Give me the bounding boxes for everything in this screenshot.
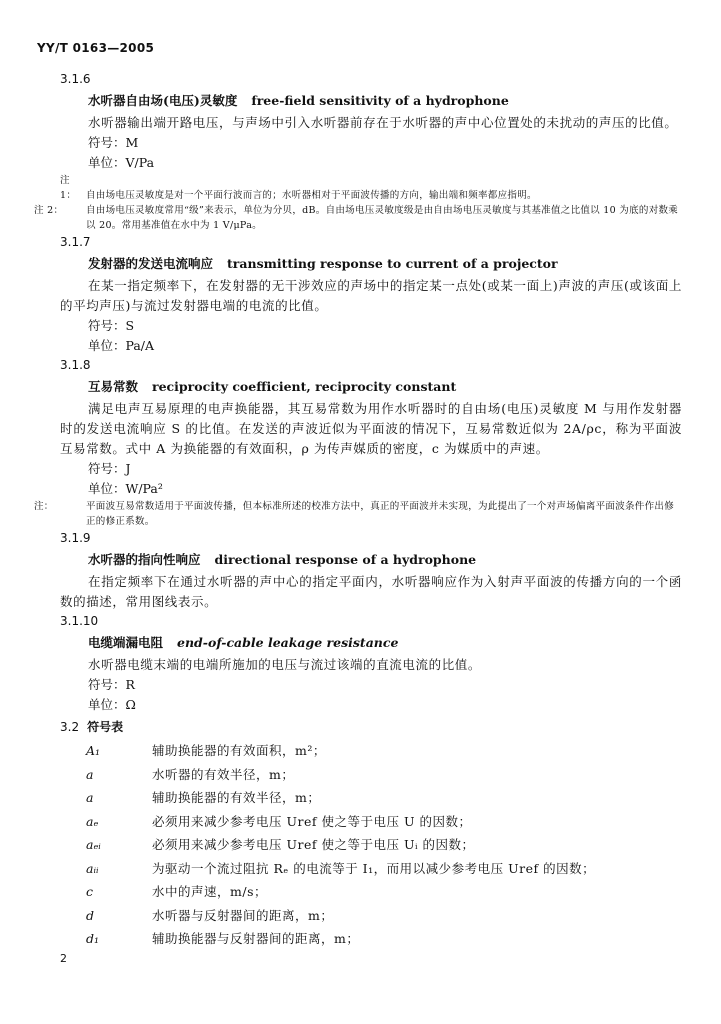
symbol-row: [86, 786, 682, 810]
definition: 在指定频率下在通过水听器的声中心的指定平面内，水听器响应作为入射声平面波的传播方向的一个函数的描述，常用图线表示。: [60, 574, 682, 609]
symbol-row: [86, 739, 682, 763]
note-label: 注：: [34, 501, 54, 512]
symbol-line: 符号：R: [88, 677, 135, 692]
unit-line: 单位：Pa/A: [88, 338, 155, 353]
term-en: free-field sensitivity of a hydrophone: [251, 93, 509, 108]
note-text: 平面波互易常数适用于平面波传播，但本标准所述的校准方法中，真正的平面波并未实现，为此提出了一个对声场偏离平面波条件作出修正的修正系数。: [86, 501, 675, 527]
content: [34, 70, 682, 951]
symbol-row: [86, 763, 682, 787]
symbol-description: 辅助换能器的有效面积，m²；: [152, 743, 326, 758]
symbol-description: 辅助换能器的有效半径，m；: [152, 790, 321, 805]
term-en: directional response of a hydrophone: [214, 552, 477, 567]
symbol: aᵢᵢ: [86, 860, 99, 876]
standard-number: YY/T 0163—2005: [37, 41, 155, 55]
term-cn: 互易常数: [88, 379, 139, 394]
clause-3-1-10: [60, 612, 682, 715]
symbol: c: [86, 884, 94, 899]
symbol-description: 水听器与反射器间的距离，m；: [152, 907, 334, 923]
clause-3-1-8: [34, 356, 682, 529]
term-heading: [88, 252, 682, 276]
symbol-line: 符号：J: [88, 461, 131, 476]
section-number: 3.2: [60, 720, 80, 734]
section-3-2: [60, 717, 682, 951]
page-number: 2: [60, 952, 67, 965]
note-label: 注 2：: [34, 205, 64, 216]
symbol-description: 辅助换能器与反射器间的距离，m；: [152, 931, 360, 946]
term-heading: [88, 548, 682, 572]
note: [60, 173, 682, 203]
term-heading: [88, 631, 682, 655]
clause-3-1-9: [60, 529, 682, 612]
clause-number: 3.1.9: [60, 531, 91, 545]
symbol-row: [86, 833, 682, 857]
symbol-row: [86, 857, 682, 881]
note: [34, 203, 682, 233]
symbol-description: 必须用来减少参考电压 Uref 使之等于电压 U 的因数；: [152, 813, 472, 829]
term-en: transmitting response to current of a projector: [227, 256, 558, 271]
unit-line: 单位：Ω: [88, 697, 136, 712]
clause-3-1-6: [34, 70, 682, 233]
symbol: d: [86, 907, 95, 923]
term-cn: 水听器自由场(电压)灵敏度: [88, 93, 238, 108]
clause-number: 3.1.6: [60, 72, 91, 86]
section-heading: [60, 717, 682, 737]
term-en: end-of-cable leakage resistance: [177, 635, 399, 650]
symbol-list: [60, 739, 682, 951]
symbol-row: [86, 904, 682, 928]
note: [34, 499, 682, 529]
term-cn: 发射器的发送电流响应: [88, 256, 214, 271]
note-label: 注 1：: [60, 175, 77, 201]
symbol-row: [86, 810, 682, 834]
note-text: 自由场电压灵敏度是对一个平面行波而言的；水听器相对于平面波传播的方向，输出端和频率都应指明。: [86, 190, 537, 201]
symbol: A₁: [86, 743, 101, 758]
definition: 水听器电缆末端的电端所施加的电压与流过该端的直流电流的比值。: [88, 657, 482, 672]
term-heading: [88, 375, 682, 399]
symbol-description: 水中的声速，m/s；: [152, 884, 267, 899]
term-en: reciprocity coefficient, reciprocity constant: [152, 379, 457, 394]
unit-line: 单位：W/Pa²: [88, 481, 163, 496]
unit-line: 单位：V/Pa: [88, 155, 155, 170]
section-title: 符号表: [87, 720, 124, 734]
term-cn: 电缆端漏电阻: [88, 635, 164, 650]
term-heading: [88, 89, 682, 113]
clause-number: 3.1.8: [60, 358, 91, 372]
symbol: aₑᵢ: [86, 837, 101, 852]
clause-3-1-7: [60, 233, 682, 356]
symbol-description: 水听器的有效半径，m；: [152, 766, 295, 782]
term-cn: 水听器的指向性响应: [88, 552, 201, 567]
symbol: a: [86, 790, 94, 805]
symbol-description: 必须用来减少参考电压 Uref 使之等于电压 Uᵢ 的因数；: [152, 837, 475, 852]
symbol-description: 为驱动一个流过阻抗 Rₑ 的电流等于 I₁，而用以减少参考电压 Uref 的因数；: [152, 860, 596, 876]
definition: 在某一指定频率下，在发射器的无干涉效应的声场中的指定某一点处(或某一面上)声波的声压(或该面上的平均声压)与流过发射器电端的电流的比值。: [60, 278, 682, 313]
symbol: aₑ: [86, 813, 99, 829]
clause-number: 3.1.10: [60, 614, 99, 628]
symbol-line: 符号：S: [88, 318, 135, 333]
symbol: a: [86, 766, 94, 782]
definition: 水听器输出端开路电压，与声场中引入水听器前存在于水听器的声中心位置处的未扰动的声压的比值。: [88, 115, 678, 130]
symbol-row: [86, 880, 682, 904]
symbol-line: 符号：M: [88, 135, 139, 150]
symbol-row: [86, 927, 682, 951]
symbol: d₁: [86, 931, 100, 946]
definition: 满足电声互易原理的电声换能器，其互易常数为用作水听器时的自由场(电压)灵敏度 M 与用作发射器时的发送电流响应 S 的比值。在发送的声波近似为平面波的情况下，互易常数近似为 2A/ρc，称为平面波互易常数。式中 A 为换能器的有效面积，ρ 为传声媒质的密度，c 为媒质中的声速。: [60, 401, 682, 456]
clause-number: 3.1.7: [60, 235, 91, 249]
note-text: 自由场电压灵敏度常用“级”来表示，单位为分贝，dB。自由场电压灵敏度级是由自由场电压灵敏度与其基准值之比值以 10 为底的对数乘以 20。常用基准值在水中为 1 V/μPa。: [86, 205, 679, 231]
